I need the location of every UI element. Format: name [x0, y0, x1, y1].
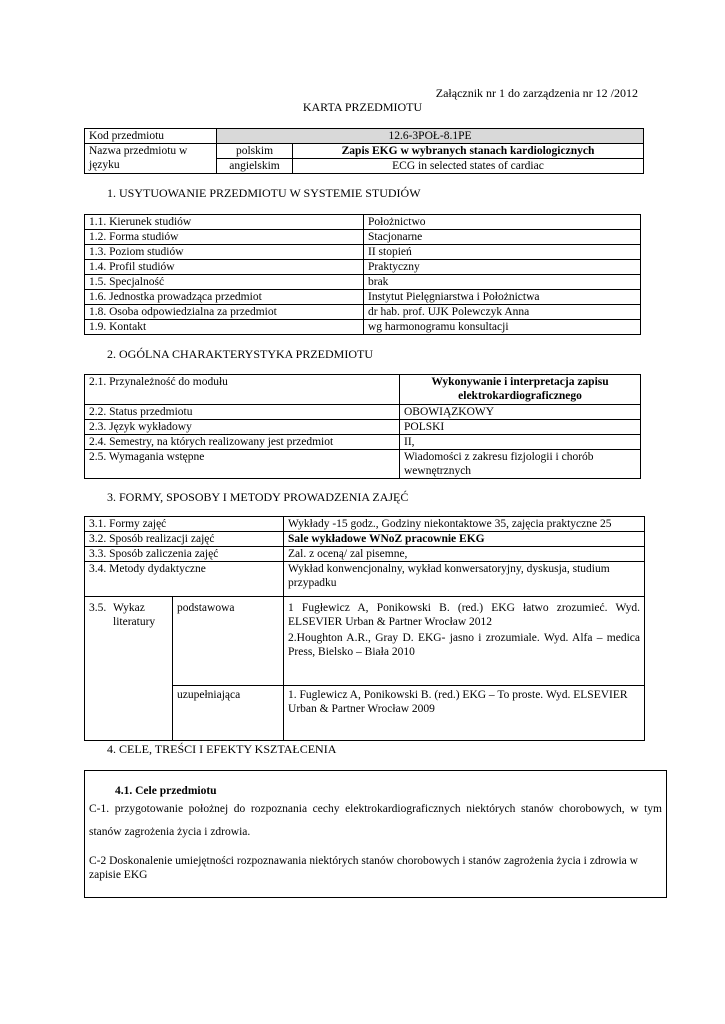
code-value: 12.6-3POŁ-8.1PE [217, 129, 644, 144]
s3-label: 3.2. Sposób realizacji zajęć [85, 532, 284, 547]
course-table [84, 128, 644, 174]
s3-label: 3.4. Metody dydaktyczne [85, 562, 284, 597]
s2-value: OBOWIĄZKOWY [400, 405, 641, 420]
s3-value: Wykłady -15 godz., Godziny niekontaktowe 35, zajęcia praktyczne 25 [284, 517, 645, 532]
section2-table [84, 374, 641, 479]
section4-heading: 4. CELE, TREŚCI I EFEKTY KSZTAŁCENIA [107, 742, 337, 756]
s3-value: Wykład konwencjonalny, wykład konwersatoryjny, dyskusja, studium przypadku [284, 562, 645, 597]
name-label: Nazwa przedmiotu w języku [85, 144, 217, 174]
s1-label: 1.5. Specjalność [85, 275, 364, 290]
s2-label: 2.1. Przynależność do modułu [85, 375, 400, 405]
s2-value: II, [400, 435, 641, 450]
s1-label: 1.9. Kontakt [85, 320, 364, 335]
s1-label: 1.3. Poziom studiów [85, 245, 364, 260]
section1-table [84, 214, 641, 335]
s1-label: 1.2. Forma studiów [85, 230, 364, 245]
basic-literature [284, 597, 645, 686]
objective-c2: C-2 Doskonalenie umiejętności rozpoznawania niektórych stanów chorobowych i stanów zagrożenia życia i zdrowia w zapisie EKG [89, 855, 638, 881]
s1-value: wg harmonogramu konsultacji [364, 320, 641, 335]
basic-item-2: 2.Houghton A.R., Gray D. EKG- jasno i zrozumiale. Wyd. Alfa – medica Press, Bielsko – Biała 2010 [288, 632, 640, 658]
objectives-heading: 4.1. Cele przedmiotu [115, 785, 217, 797]
s2-value: POLSKI [400, 420, 641, 435]
section3-table [84, 516, 645, 741]
literature-number: 3.5. [89, 602, 107, 614]
s3-value: Zal. z oceną/ zal pisemne, [284, 547, 645, 562]
s1-label: 1.4. Profil studiów [85, 260, 364, 275]
name-en: ECG in selected states of cardiac [293, 159, 644, 174]
s2-module-value: Wykonywanie i interpretacja zapisu elektrokardiograficznego [400, 375, 641, 405]
s1-value: Położnictwo [364, 215, 641, 230]
s1-label: 1.6. Jednostka prowadząca przedmiot [85, 290, 364, 305]
basic-label: podstawowa [173, 597, 284, 686]
literature-title: Wykaz literatury [113, 602, 156, 628]
section1-heading: 1. USYTUOWANIE PRZEDMIOTU W SYSTEMIE STUDIÓW [107, 186, 421, 200]
attachment-note: Załącznik nr 1 do zarządzenia nr 12 /2012 [435, 86, 638, 100]
s2-label: 2.3. Język wykładowy [85, 420, 400, 435]
s3-label: 3.3. Sposób zaliczenia zajęć [85, 547, 284, 562]
objective-c1: C-1. przygotowanie położnej do rozpoznania cechy elektrokardiograficznych niektórych stanów chorobowych, w tym stanów zagrożenia życia i zdrowia. [89, 803, 662, 838]
s1-value: Praktyczny [364, 260, 641, 275]
suppl-literature: 1. Fuglewicz A, Ponikowski B. (red.) EKG – To proste. Wyd. ELSEVIER Urban & Partner Wrocław 2009 [284, 686, 645, 741]
lang-pl: polskim [217, 144, 293, 159]
objectives-box [84, 770, 667, 898]
code-label: Kod przedmiotu [85, 129, 217, 144]
page-title: KARTA PRZEDMIOTU [302, 100, 423, 114]
s1-value: Stacjonarne [364, 230, 641, 245]
suppl-label: uzupełniająca [173, 686, 284, 741]
s2-label: 2.2. Status przedmiotu [85, 405, 400, 420]
name-pl: Zapis EKG w wybranych stanach kardiologicznych [293, 144, 644, 159]
literature-label [85, 597, 173, 741]
s1-value: II stopień [364, 245, 641, 260]
s1-label: 1.8. Osoba odpowiedzialna za przedmiot [85, 305, 364, 320]
lang-en: angielskim [217, 159, 293, 174]
s1-label: 1.1. Kierunek studiów [85, 215, 364, 230]
section3-heading: 3. FORMY, SPOSOBY I METODY PROWADZENIA ZAJĘĆ [107, 490, 409, 504]
s1-value: dr hab. prof. UJK Polewczyk Anna [364, 305, 641, 320]
s1-value: Instytut Pielęgniarstwa i Położnictwa [364, 290, 641, 305]
s2-label: 2.5. Wymagania wstępne [85, 450, 400, 479]
s2-value: Wiadomości z zakresu fizjologii i chorób wewnętrznych [400, 450, 641, 479]
s3-label: 3.1. Formy zajęć [85, 517, 284, 532]
basic-item-1: 1 Fugłewicz A, Ponikowski B. (red.) EKG łatwo zrozumieć. Wyd. ELSEVIER Urban & Partner Wrocław 2012 [288, 602, 640, 628]
s2-label: 2.4. Semestry, na których realizowany jest przedmiot [85, 435, 400, 450]
s3-value: Sale wykładowe WNoZ pracownie EKG [284, 532, 645, 547]
section2-heading: 2. OGÓLNA CHARAKTERYSTYKA PRZEDMIOTU [107, 347, 374, 361]
s1-value: brak [364, 275, 641, 290]
